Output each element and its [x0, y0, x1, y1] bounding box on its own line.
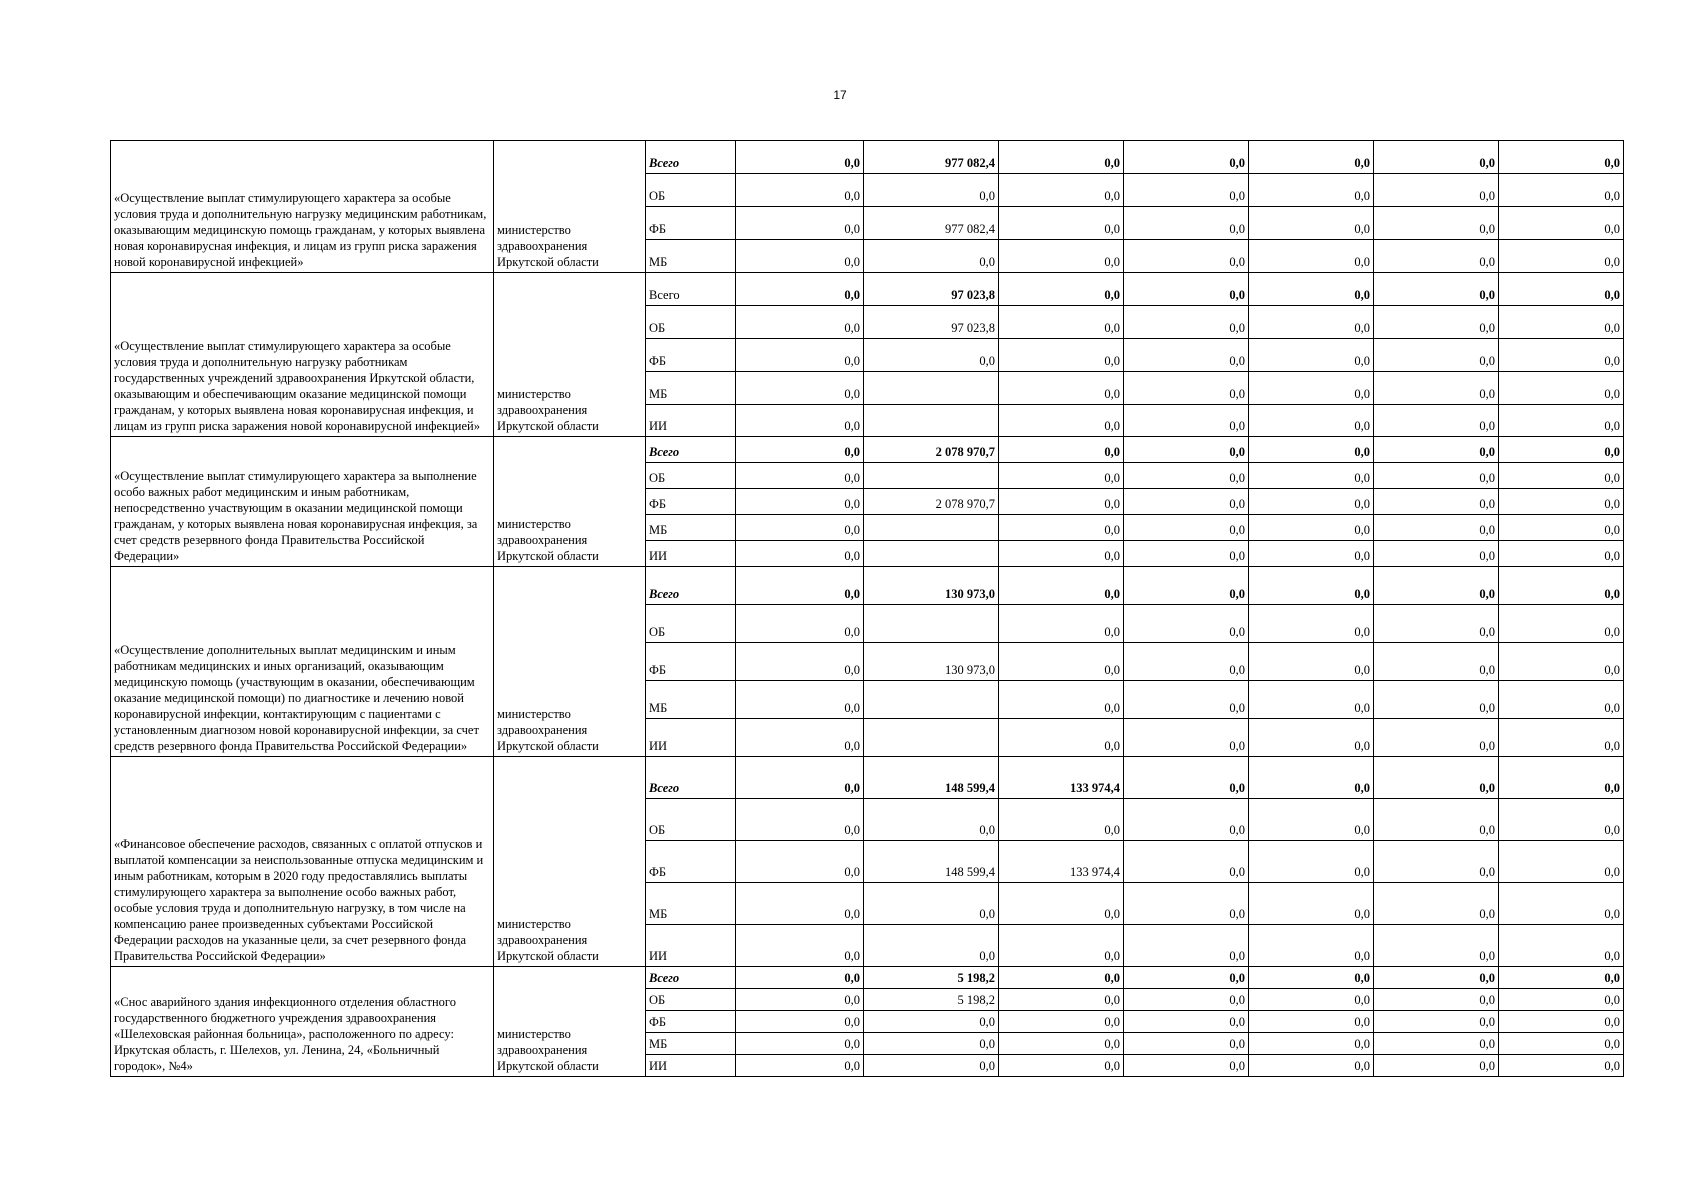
amount-cell: 0,0: [1499, 405, 1624, 437]
responsible-organization: министерство здравоохранения Иркутской области: [494, 141, 646, 273]
amount-cell: 0,0: [999, 925, 1124, 967]
amount-cell: 0,0: [999, 141, 1124, 174]
amount-cell: 0,0: [1499, 240, 1624, 273]
amount-cell: 0,0: [1499, 339, 1624, 372]
amount-cell: 0,0: [1124, 240, 1249, 273]
responsible-organization: министерство здравоохранения Иркутской области: [494, 273, 646, 437]
responsible-organization: министерство здравоохранения Иркутской области: [494, 757, 646, 967]
amount-cell: 0,0: [1249, 463, 1374, 489]
amount-cell: 0,0: [999, 437, 1124, 463]
amount-cell: 0,0: [1124, 841, 1249, 883]
amount-cell: 0,0: [1499, 515, 1624, 541]
amount-cell: 0,0: [1124, 925, 1249, 967]
amount-cell: 0,0: [1124, 1055, 1249, 1077]
amount-cell: 0,0: [1499, 141, 1624, 174]
funding-source: ОБ: [646, 605, 736, 643]
amount-cell: 0,0: [1249, 1055, 1374, 1077]
amount-cell: 0,0: [1124, 1033, 1249, 1055]
amount-cell: 0,0: [1499, 463, 1624, 489]
amount-cell: 0,0: [736, 925, 864, 967]
amount-cell: 0,0: [1124, 883, 1249, 925]
amount-cell: 0,0: [1124, 799, 1249, 841]
amount-cell: 0,0: [864, 339, 999, 372]
amount-cell: 0,0: [999, 515, 1124, 541]
amount-cell: 0,0: [1249, 799, 1374, 841]
table-row: [111, 567, 1624, 605]
amount-cell: 0,0: [1374, 489, 1499, 515]
amount-cell: 0,0: [1124, 757, 1249, 799]
amount-cell: 977 082,4: [864, 141, 999, 174]
amount-cell: 0,0: [1499, 1033, 1624, 1055]
amount-cell: 0,0: [1499, 967, 1624, 989]
funding-source: ИИ: [646, 925, 736, 967]
amount-cell: 148 599,4: [864, 757, 999, 799]
amount-cell: 0,0: [736, 437, 864, 463]
amount-cell: [864, 515, 999, 541]
amount-cell: 0,0: [736, 989, 864, 1011]
amount-cell: 0,0: [1249, 273, 1374, 306]
amount-cell: 0,0: [736, 883, 864, 925]
amount-cell: 0,0: [999, 273, 1124, 306]
amount-cell: 0,0: [1249, 437, 1374, 463]
amount-cell: [864, 463, 999, 489]
amount-cell: 2 078 970,7: [864, 489, 999, 515]
amount-cell: 0,0: [1374, 719, 1499, 757]
amount-cell: 0,0: [999, 372, 1124, 405]
amount-cell: 2 078 970,7: [864, 437, 999, 463]
amount-cell: 0,0: [1249, 339, 1374, 372]
amount-cell: 0,0: [1124, 1011, 1249, 1033]
amount-cell: 0,0: [1249, 541, 1374, 567]
amount-cell: 97 023,8: [864, 306, 999, 339]
amount-cell: 0,0: [864, 174, 999, 207]
funding-source: МБ: [646, 1033, 736, 1055]
amount-cell: 0,0: [1249, 989, 1374, 1011]
amount-cell: 0,0: [1249, 967, 1374, 989]
responsible-organization: министерство здравоохранения Иркутской области: [494, 567, 646, 757]
amount-cell: 0,0: [1124, 489, 1249, 515]
amount-cell: 0,0: [736, 1055, 864, 1077]
amount-cell: 0,0: [1249, 306, 1374, 339]
amount-cell: 0,0: [1374, 437, 1499, 463]
funding-source: Всего: [646, 437, 736, 463]
amount-cell: 0,0: [1249, 1033, 1374, 1055]
funding-source: ОБ: [646, 306, 736, 339]
amount-cell: 0,0: [1124, 273, 1249, 306]
amount-cell: 0,0: [1124, 719, 1249, 757]
amount-cell: 0,0: [1499, 489, 1624, 515]
funding-source: МБ: [646, 681, 736, 719]
amount-cell: 977 082,4: [864, 207, 999, 240]
amount-cell: 0,0: [999, 240, 1124, 273]
amount-cell: 0,0: [1374, 799, 1499, 841]
amount-cell: 0,0: [736, 207, 864, 240]
amount-cell: 0,0: [736, 719, 864, 757]
amount-cell: 0,0: [1124, 405, 1249, 437]
funding-source: ИИ: [646, 405, 736, 437]
amount-cell: 0,0: [1249, 605, 1374, 643]
amount-cell: 0,0: [1499, 273, 1624, 306]
amount-cell: 0,0: [1124, 515, 1249, 541]
amount-cell: 0,0: [736, 240, 864, 273]
amount-cell: 0,0: [736, 567, 864, 605]
amount-cell: 0,0: [864, 925, 999, 967]
amount-cell: 0,0: [1499, 174, 1624, 207]
amount-cell: 0,0: [999, 567, 1124, 605]
amount-cell: 0,0: [1249, 405, 1374, 437]
amount-cell: 0,0: [1249, 883, 1374, 925]
funding-source: ИИ: [646, 541, 736, 567]
amount-cell: 0,0: [736, 372, 864, 405]
amount-cell: 0,0: [999, 883, 1124, 925]
amount-cell: 0,0: [1499, 841, 1624, 883]
amount-cell: 0,0: [736, 1011, 864, 1033]
funding-source: ОБ: [646, 799, 736, 841]
amount-cell: 0,0: [1499, 207, 1624, 240]
amount-cell: 0,0: [1499, 1011, 1624, 1033]
funding-source: ИИ: [646, 1055, 736, 1077]
funding-source: МБ: [646, 515, 736, 541]
amount-cell: 0,0: [736, 605, 864, 643]
amount-cell: 0,0: [999, 1055, 1124, 1077]
amount-cell: 0,0: [1374, 567, 1499, 605]
amount-cell: 0,0: [1374, 306, 1499, 339]
amount-cell: 148 599,4: [864, 841, 999, 883]
table-row: [111, 437, 1624, 463]
amount-cell: 0,0: [999, 405, 1124, 437]
amount-cell: 0,0: [1249, 643, 1374, 681]
amount-cell: 0,0: [736, 681, 864, 719]
amount-cell: 0,0: [1499, 643, 1624, 681]
table-row: [111, 967, 1624, 989]
amount-cell: 5 198,2: [864, 989, 999, 1011]
funding-source: Всего: [646, 967, 736, 989]
funding-source: ФБ: [646, 841, 736, 883]
amount-cell: 0,0: [1249, 925, 1374, 967]
funding-source: ОБ: [646, 463, 736, 489]
amount-cell: 0,0: [1124, 463, 1249, 489]
amount-cell: [864, 372, 999, 405]
amount-cell: 0,0: [999, 989, 1124, 1011]
amount-cell: 0,0: [1249, 372, 1374, 405]
amount-cell: 0,0: [1374, 372, 1499, 405]
amount-cell: 0,0: [736, 1033, 864, 1055]
funding-source: Всего: [646, 141, 736, 174]
amount-cell: 0,0: [736, 306, 864, 339]
amount-cell: 0,0: [1374, 643, 1499, 681]
amount-cell: 0,0: [1374, 841, 1499, 883]
amount-cell: 0,0: [1374, 339, 1499, 372]
funding-source: ФБ: [646, 207, 736, 240]
amount-cell: 0,0: [1499, 1055, 1624, 1077]
amount-cell: 0,0: [1374, 883, 1499, 925]
amount-cell: [864, 405, 999, 437]
amount-cell: 0,0: [1249, 207, 1374, 240]
amount-cell: 0,0: [999, 643, 1124, 681]
amount-cell: 0,0: [1499, 799, 1624, 841]
amount-cell: 0,0: [864, 883, 999, 925]
amount-cell: 0,0: [1249, 1011, 1374, 1033]
amount-cell: 0,0: [736, 141, 864, 174]
measure-description: «Снос аварийного здания инфекционного отделения областного государственного бюджетного учреждения здравоохранения «Шелеховская районная больница», расположенного по адресу: Иркутская область, г. Шелехов, ул. Ленина, 24, «Больничный городок», №4»: [111, 967, 494, 1077]
amount-cell: 0,0: [736, 967, 864, 989]
amount-cell: 0,0: [736, 489, 864, 515]
amount-cell: 0,0: [1124, 681, 1249, 719]
amount-cell: 97 023,8: [864, 273, 999, 306]
amount-cell: 0,0: [1249, 757, 1374, 799]
funding-source: МБ: [646, 372, 736, 405]
amount-cell: 0,0: [1499, 605, 1624, 643]
amount-cell: 0,0: [1499, 437, 1624, 463]
amount-cell: 133 974,4: [999, 757, 1124, 799]
amount-cell: 130 973,0: [864, 643, 999, 681]
measure-description: «Осуществление выплат стимулирующего характера за выполнение особо важных работ медицинским и иным работникам, непосредственно участвующим в оказании медицинской помощи гражданам, у которых выявлена новая коронавирусная инфекция, за счет средств резервного фонда Правительства Российской Федерации»: [111, 437, 494, 567]
amount-cell: 0,0: [1124, 989, 1249, 1011]
amount-cell: 0,0: [1499, 757, 1624, 799]
amount-cell: 0,0: [999, 681, 1124, 719]
funding-source: МБ: [646, 240, 736, 273]
amount-cell: 0,0: [1499, 306, 1624, 339]
table-row: [111, 141, 1624, 174]
amount-cell: 0,0: [1124, 967, 1249, 989]
amount-cell: 0,0: [1249, 681, 1374, 719]
amount-cell: 0,0: [1374, 605, 1499, 643]
amount-cell: 0,0: [864, 1055, 999, 1077]
amount-cell: 0,0: [999, 719, 1124, 757]
amount-cell: 0,0: [999, 207, 1124, 240]
amount-cell: 0,0: [1374, 240, 1499, 273]
amount-cell: 0,0: [999, 1011, 1124, 1033]
amount-cell: 0,0: [999, 489, 1124, 515]
amount-cell: 133 974,4: [999, 841, 1124, 883]
amount-cell: 0,0: [1249, 240, 1374, 273]
amount-cell: 0,0: [1249, 489, 1374, 515]
amount-cell: 0,0: [999, 799, 1124, 841]
amount-cell: 0,0: [1124, 174, 1249, 207]
amount-cell: 0,0: [736, 841, 864, 883]
amount-cell: 0,0: [999, 541, 1124, 567]
amount-cell: 0,0: [1249, 141, 1374, 174]
amount-cell: 0,0: [1499, 883, 1624, 925]
amount-cell: 0,0: [1124, 605, 1249, 643]
amount-cell: 0,0: [736, 174, 864, 207]
amount-cell: 0,0: [1499, 567, 1624, 605]
amount-cell: 0,0: [1374, 1011, 1499, 1033]
amount-cell: 0,0: [736, 405, 864, 437]
amount-cell: 0,0: [736, 463, 864, 489]
funding-source: Всего: [646, 567, 736, 605]
amount-cell: 0,0: [1374, 1033, 1499, 1055]
amount-cell: 0,0: [1124, 437, 1249, 463]
funding-source: Всего: [646, 273, 736, 306]
amount-cell: [864, 605, 999, 643]
amount-cell: 0,0: [1374, 141, 1499, 174]
amount-cell: 0,0: [1374, 681, 1499, 719]
table-row: [111, 273, 1624, 306]
amount-cell: [864, 681, 999, 719]
amount-cell: 0,0: [736, 643, 864, 681]
amount-cell: 0,0: [1499, 989, 1624, 1011]
measure-description: «Осуществление выплат стимулирующего характера за особые условия труда и дополнительную нагрузку медицинским работникам, оказывающим медицинскую помощь гражданам, у которых выявлена новая коронавирусная инфекция, и лицам из групп риска заражения новой коронавирусной инфекцией»: [111, 141, 494, 273]
amount-cell: 130 973,0: [864, 567, 999, 605]
measure-description: «Осуществление выплат стимулирующего характера за особые условия труда и дополнительную нагрузку работникам государственных учреждений здравоохранения Иркутской области, оказывающим и обеспечивающим оказание медицинской помощи гражданам, у которых выявлена новая коронавирусная инфекция, и лицам из групп риска заражения новой коронавирусной инфекцией»: [111, 273, 494, 437]
funding-source: Всего: [646, 757, 736, 799]
amount-cell: 0,0: [736, 757, 864, 799]
amount-cell: 0,0: [1249, 841, 1374, 883]
responsible-organization: министерство здравоохранения Иркутской области: [494, 437, 646, 567]
amount-cell: 0,0: [1499, 925, 1624, 967]
table-row: [111, 757, 1624, 799]
amount-cell: 0,0: [1374, 174, 1499, 207]
amount-cell: 0,0: [1499, 541, 1624, 567]
funding-source: ИИ: [646, 719, 736, 757]
amount-cell: 0,0: [1499, 372, 1624, 405]
funding-source: ФБ: [646, 1011, 736, 1033]
amount-cell: 0,0: [1374, 273, 1499, 306]
amount-cell: 0,0: [999, 174, 1124, 207]
amount-cell: 0,0: [1374, 1055, 1499, 1077]
amount-cell: 0,0: [1374, 207, 1499, 240]
amount-cell: 0,0: [999, 463, 1124, 489]
amount-cell: 0,0: [1124, 306, 1249, 339]
amount-cell: 0,0: [1124, 141, 1249, 174]
amount-cell: 0,0: [1249, 174, 1374, 207]
amount-cell: 0,0: [864, 1011, 999, 1033]
amount-cell: 5 198,2: [864, 967, 999, 989]
amount-cell: [864, 719, 999, 757]
amount-cell: 0,0: [1124, 541, 1249, 567]
amount-cell: 0,0: [1124, 567, 1249, 605]
amount-cell: 0,0: [1374, 989, 1499, 1011]
responsible-organization: министерство здравоохранения Иркутской области: [494, 967, 646, 1077]
budget-table: [110, 140, 1624, 1077]
amount-cell: 0,0: [736, 273, 864, 306]
amount-cell: 0,0: [1374, 757, 1499, 799]
amount-cell: 0,0: [1249, 567, 1374, 605]
amount-cell: 0,0: [999, 339, 1124, 372]
funding-source: ОБ: [646, 989, 736, 1011]
measure-description: «Осуществление дополнительных выплат медицинским и иным работникам медицинских и иных организаций, оказывающим медицинскую помощь (участвующим в оказании, обеспечивающим оказание медицинской помощи) по диагностике и лечению новой коронавирусной инфекции, контактирующим с пациентами с установленным диагнозом новой коронавирусной инфекции, за счет средств резервного фонда Правительства Российской Федерации»: [111, 567, 494, 757]
amount-cell: 0,0: [1374, 925, 1499, 967]
amount-cell: 0,0: [736, 799, 864, 841]
measure-description: «Финансовое обеспечение расходов, связанных с оплатой отпусков и выплатой компенсации за неиспользованные отпуска медицинским и иным работникам, которым в 2020 году предоставлялись выплаты стимулирующего характера за выполнение особо важных работ, особые условия труда и дополнительную нагрузку, в том числе на компенсацию ранее произведенных субъектами Российской Федерации расходов на указанные цели, за счет резервного фонда Правительства Российской Федерации»: [111, 757, 494, 967]
page-number: 17: [833, 88, 847, 102]
funding-source: МБ: [646, 883, 736, 925]
table-body: [111, 141, 1624, 1077]
amount-cell: 0,0: [864, 1033, 999, 1055]
amount-cell: 0,0: [864, 799, 999, 841]
amount-cell: [864, 541, 999, 567]
funding-source: ФБ: [646, 339, 736, 372]
amount-cell: 0,0: [1124, 339, 1249, 372]
amount-cell: 0,0: [999, 306, 1124, 339]
funding-source: ФБ: [646, 489, 736, 515]
amount-cell: 0,0: [736, 339, 864, 372]
amount-cell: 0,0: [1124, 372, 1249, 405]
amount-cell: 0,0: [736, 541, 864, 567]
amount-cell: 0,0: [1124, 643, 1249, 681]
amount-cell: 0,0: [1374, 515, 1499, 541]
funding-source: ФБ: [646, 643, 736, 681]
amount-cell: 0,0: [1499, 719, 1624, 757]
amount-cell: 0,0: [1124, 207, 1249, 240]
amount-cell: 0,0: [1374, 541, 1499, 567]
amount-cell: 0,0: [1249, 719, 1374, 757]
amount-cell: 0,0: [1374, 463, 1499, 489]
amount-cell: 0,0: [864, 240, 999, 273]
amount-cell: 0,0: [1249, 515, 1374, 541]
amount-cell: 0,0: [1374, 967, 1499, 989]
amount-cell: 0,0: [1374, 405, 1499, 437]
funding-source: ОБ: [646, 174, 736, 207]
amount-cell: 0,0: [999, 605, 1124, 643]
amount-cell: 0,0: [1499, 681, 1624, 719]
amount-cell: 0,0: [999, 967, 1124, 989]
amount-cell: 0,0: [999, 1033, 1124, 1055]
amount-cell: 0,0: [736, 515, 864, 541]
